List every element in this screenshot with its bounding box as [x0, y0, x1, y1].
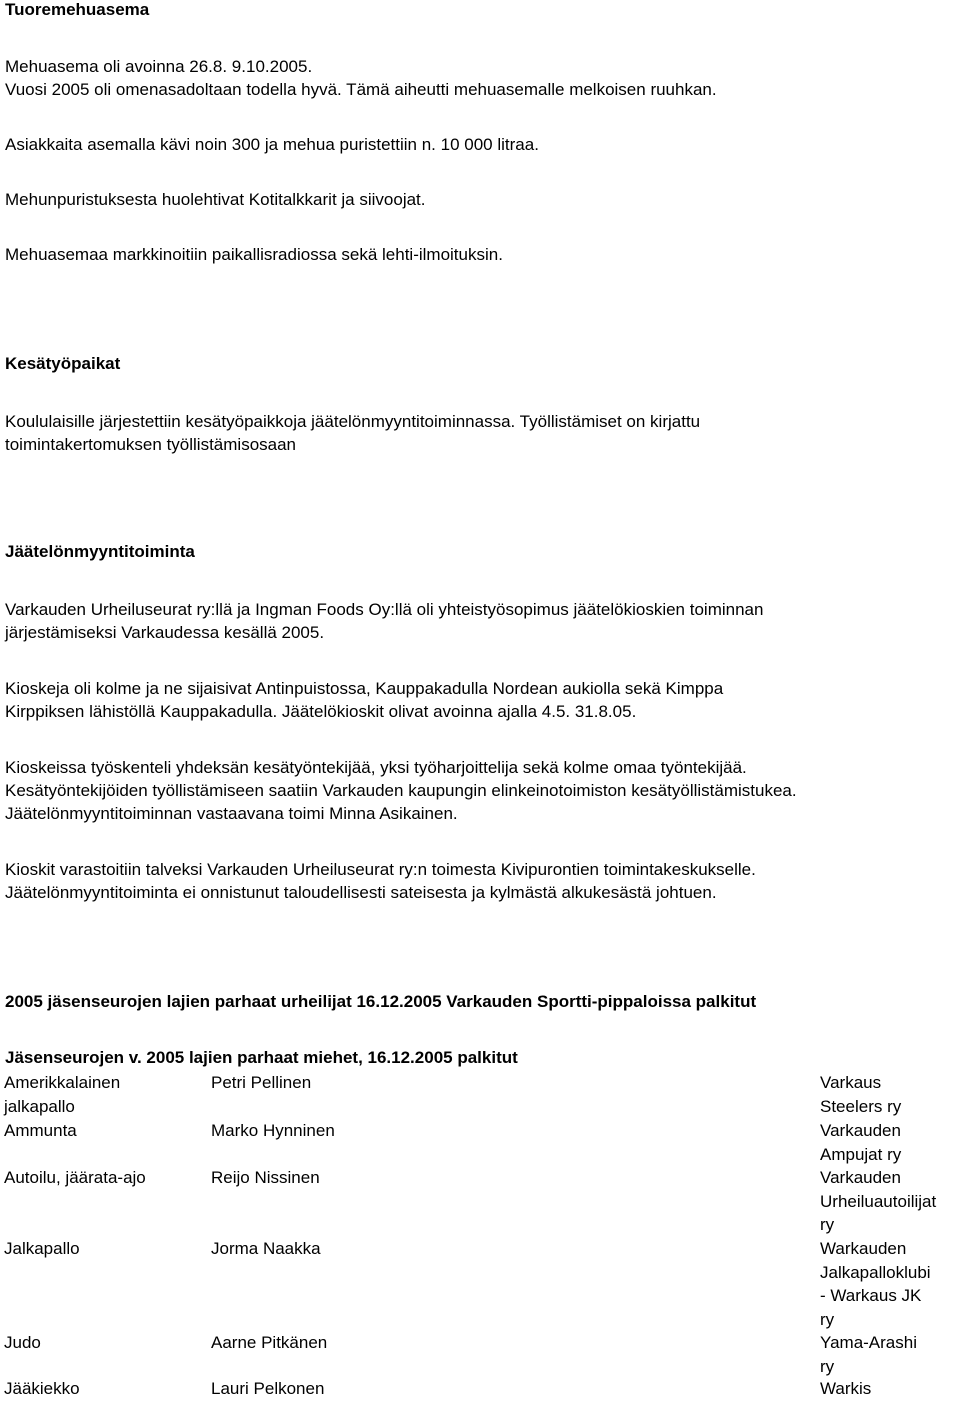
club-line: Steelers ry	[820, 1097, 902, 1116]
mehu-customers: Asiakkaita asemalla kävi noin 300 ja mehua puristettiin n. 10 000 litraa.	[5, 135, 539, 154]
club-line: ry	[820, 1356, 835, 1376]
club-cell	[820, 1237, 960, 1331]
club-line: ry	[820, 1309, 835, 1329]
jaatelo-line-6: Kesätyöntekijöiden työllistämiseen saatiin Varkauden kaupungin elinkeinotoimiston kesätyöllistämistukea.	[5, 781, 797, 800]
club-line: Warkis	[820, 1379, 872, 1398]
athlete-cell: Petri Pellinen	[211, 1073, 312, 1092]
section-title-jaatelonmyynti: Jäätelönmyyntitoiminta	[5, 542, 195, 561]
mehu-year: Vuosi 2005 oli omenasadoltaan todella hyvä. Tämä aiheutti mehuasemalle melkoisen ruuhkan.	[5, 80, 717, 99]
athlete-cell: Marko Hynninen	[211, 1121, 335, 1140]
club-line: Varkauden	[820, 1168, 901, 1187]
club-cell	[820, 1166, 960, 1237]
jaatelo-line-1: Varkauden Urheiluseurat ry:llä ja Ingman Foods Oy:llä oli yhteistyösopimus jäätelökioskien toiminnan	[5, 600, 764, 619]
mehu-marketing: Mehuasemaa markkinoitiin paikallisradiossa sekä lehti-ilmoituksin.	[5, 245, 503, 264]
kesa-line-1: Koululaisille järjestettiin kesätyöpaikkoja jäätelönmyyntitoiminnassa. Työllistämiset on kirjattu	[5, 412, 701, 431]
jaatelo-line-9: Jäätelönmyyntitoiminta ei onnistunut taloudellisesti sateisesta ja kylmästä alkukesästä johtuen.	[5, 883, 717, 902]
jaatelo-line-5: Kioskeissa työskenteli yhdeksän kesätyöntekijää, yksi työharjoittelija sekä kolme omaa työntekijää.	[5, 758, 747, 777]
section-subtitle-miehet: Jäsenseurojen v. 2005 lajien parhaat miehet, 16.12.2005 palkitut	[5, 1048, 518, 1067]
sport-cell: Judo	[4, 1333, 41, 1352]
section-title-mehuasema: Tuoremehuasema	[5, 0, 150, 19]
sport-cell: Jalkapallo	[4, 1239, 80, 1258]
jaatelo-line-7: Jäätelönmyyntitoiminnan vastaavana toimi Minna Asikainen.	[5, 804, 458, 823]
athlete-cell: Jorma Naakka	[211, 1239, 321, 1258]
club-cell	[820, 1331, 960, 1378]
section-title-parhaat: 2005 jäsenseurojen lajien parhaat urheilijat 16.12.2005 Varkauden Sportti-pippaloissa palkitut	[5, 992, 757, 1011]
club-cell	[820, 1119, 960, 1166]
club-line: Varkaus	[820, 1073, 882, 1092]
club-line: Urheiluautoilijat	[820, 1191, 937, 1211]
club-cell	[820, 1095, 960, 1119]
sport-cell: jalkapallo	[4, 1097, 75, 1116]
sport-cell: Jääkiekko	[4, 1379, 80, 1398]
sport-cell: Amerikkalainen	[4, 1073, 121, 1092]
jaatelo-line-3: Kioskeja oli kolme ja ne sijaisivat Antinpuistossa, Kauppakadulla Nordean aukiolla sekä Kimppa	[5, 679, 724, 698]
section-title-kesatyopaikat: Kesätyöpaikat	[5, 354, 121, 373]
club-cell	[820, 1377, 960, 1401]
sport-cell: Ammunta	[4, 1121, 77, 1140]
kesa-line-2: toimintakertomuksen työllistämisosaan	[5, 435, 297, 454]
athlete-cell: Aarne Pitkänen	[211, 1333, 328, 1352]
jaatelo-line-4: Kirppiksen lähistöllä Kauppakadulla. Jäätelökioskit olivat avoinna ajalla 4.5. 31.8.05.	[5, 702, 637, 721]
club-line: ry	[820, 1215, 835, 1234]
club-cell	[820, 1071, 960, 1095]
club-line: - Warkaus JK	[820, 1286, 922, 1305]
jaatelo-line-8: Kioskit varastoitiin talveksi Varkauden Urheiluseurat ry:n toimesta Kivipurontien toimintakeskukselle.	[5, 860, 756, 879]
club-line: Ampujat ry	[820, 1144, 902, 1164]
athlete-cell: Reijo Nissinen	[211, 1168, 320, 1187]
club-line: Warkauden	[820, 1239, 907, 1258]
jaatelo-line-2: järjestämiseksi Varkaudessa kesällä 2005.	[5, 623, 325, 642]
club-line: Jalkapalloklubi	[820, 1262, 931, 1282]
club-line: Yama-Arashi	[820, 1333, 917, 1352]
athlete-cell: Lauri Pelkonen	[211, 1379, 325, 1398]
mehu-dates: Mehuasema oli avoinna 26.8. 9.10.2005.	[5, 57, 313, 76]
mehu-staff: Mehunpuristuksesta huolehtivat Kotitalkkarit ja siivoojat.	[5, 190, 426, 209]
club-line: Varkauden	[820, 1121, 901, 1140]
sport-cell: Autoilu, jäärata-ajo	[4, 1168, 146, 1187]
